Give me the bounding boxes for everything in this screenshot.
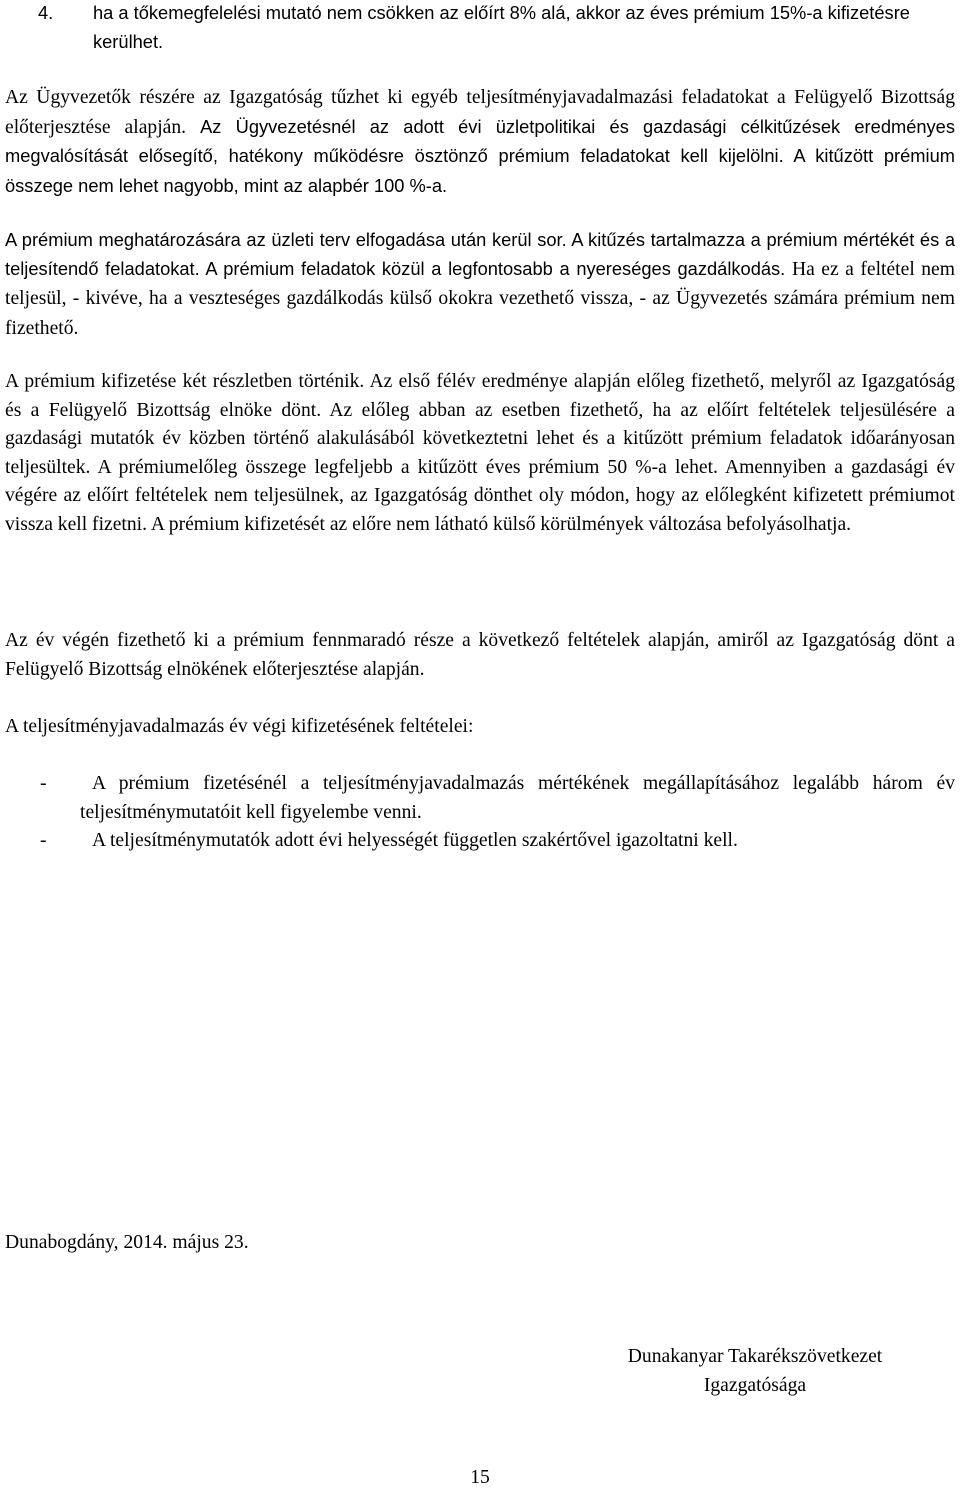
paragraph-text: A prémium kifizetése két részletben történik. Az első félév eredménye alapján előleg fizethető, melyről az Igazgatóság és a Felügyelő Bizottság elnöke dönt. Az előleg abban az esetben fizethető, ha az előírt feltételek teljesülésére a gazdasági mutatók év közben történő alakulásából következtetni lehet és a kitűzött prémium feladatok időarányosan teljesültek. A prémiumelőleg összege legfeljebb a kitűzött éves prémium 50 %-a lehet. Amennyiben a gazdasági év végére az előírt feltételek nem teljesülnek, az Igazgatóság dönthet oly módon, hogy az előlegként kifizetett prémiumot vissza kell fizetni. A prémium kifizetését az előre nem látható külső körülmények változása befolyásolhatja. (5, 371, 955, 535)
place-and-date: Dunabogdány, 2014. május 23. (5, 1232, 249, 1253)
paragraph-premium-determination (5, 226, 955, 343)
signature-block (590, 1343, 920, 1400)
paragraph-condition-text: Ha ez a feltétel nem teljesül, - kivéve, ha a veszteséges gazdálkodás külső okokra vezethető vissza, - az Ügyvezetés számára prémium nem fizethető. (5, 258, 955, 339)
item-text: ha a tőkemegfelelési mutató nem csökken az előírt 8% alá, akkor az éves prémium 15%-a kifizetésre kerülhet. (93, 2, 910, 52)
paragraph-serif-part: Az Ügyvezetők részére az Igazgatóság tűzhet ki egyéb teljesítményjavadalmazási feladatokat a Felügyelő Bizottság előterjesztése alapján. (5, 87, 955, 138)
paragraph-sans-part: Az Ügyvezetésnél az adott évi üzletpolitikai és gazdasági célkitűzések eredményes megvalósítását elősegítő, hatékony működésre ösztönző prémium feladatokat kell kijelölni. A kitűzött prémium összege nem lehet nagyobb, mint az alapbér 100 %-a. (5, 115, 955, 196)
numbered-item-4 (5, 0, 955, 56)
signature-organization: Dunakanyar Takarékszövetkezet (627, 1346, 883, 1367)
conditions-heading: A teljesítményjavadalmazás év végi kifizetésének feltételei: (5, 716, 474, 737)
bullet-dash: - (40, 773, 47, 794)
item-number: 4. (38, 2, 54, 23)
bullet-item-1 (5, 770, 955, 827)
bullet-text: A teljesítménymutatók adott évi helyességét független szakértővel igazoltatni kell. (92, 830, 738, 851)
paragraph-text: A prémium meghatározására az üzleti terv elfogadása után kerül sor. A kitűzés tartalmazza a prémium mértékét és a teljesítendő feladatokat. A prémium feladatok közül a legfontosabb a nyereséges gazdálkodás. (5, 229, 955, 279)
paragraph-premium-payment (5, 368, 955, 539)
page-number: 15 (470, 1467, 490, 1488)
paragraph-executive-tasks (5, 84, 955, 201)
bullet-text: A prémium fizetésénél a teljesítményjavadalmazás mértékének megállapításához legalább három év teljesítménymutatóit kell figyelembe venni. (80, 773, 955, 823)
signature-body: Igazgatósága (703, 1374, 807, 1396)
paragraph-year-end-payment (5, 627, 955, 684)
bullet-item-2 (5, 827, 955, 856)
paragraph-text: Az év végén fizethető ki a prémium fennmaradó része a következő feltételek alapján, amiről az Igazgatóság dönt a Felügyelő Bizottság elnökének előterjesztése alapján. (5, 630, 955, 680)
bullet-dash: - (40, 830, 47, 851)
